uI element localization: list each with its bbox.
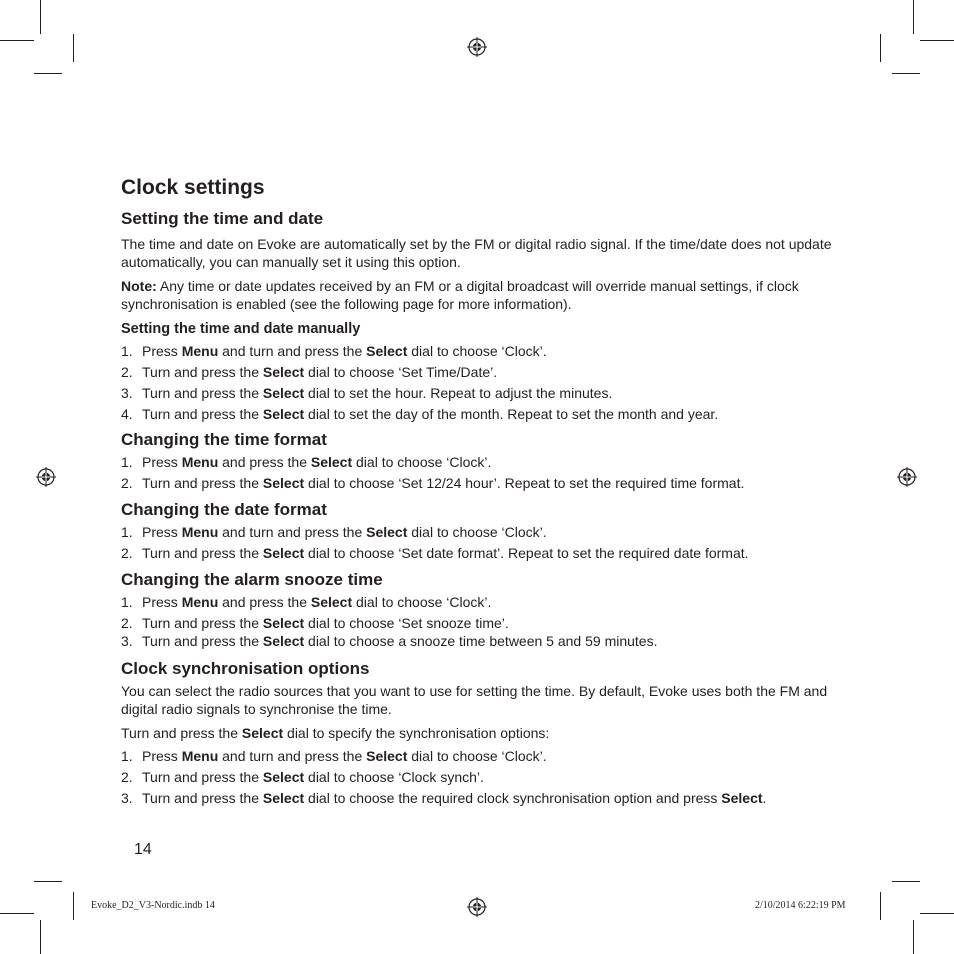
crop-mark: [73, 892, 74, 920]
crop-mark: [0, 40, 34, 41]
crop-mark: [34, 881, 62, 882]
list-item: 2. Turn and press the Select dial to choose ‘Set date format’. Repeat to set the required date format.: [121, 545, 749, 561]
list-item: 2. Turn and press the Select dial to choose ‘Set Time/Date’.: [121, 364, 498, 380]
registration-target-icon: [897, 467, 917, 487]
crop-mark: [892, 73, 920, 74]
crop-mark: [892, 881, 920, 882]
list-item: 1. Press Menu and press the Select dial to choose ‘Clock’.: [121, 454, 492, 470]
page-number: 14: [134, 841, 152, 858]
note-label: Note:: [121, 278, 157, 294]
crop-mark: [913, 0, 914, 34]
sync-intro-paragraph: You can select the radio sources that you want to use for setting the time. By default, Evoke uses both the FM and digital radio signals to synchronise the time.: [121, 683, 828, 717]
crop-mark: [913, 920, 914, 954]
registration-target-icon: [467, 37, 487, 57]
list-item: 3. Turn and press the Select dial to choose a snooze time between 5 and 59 minutes.: [121, 633, 658, 649]
list-item: 1. Press Menu and turn and press the Select dial to choose ‘Clock’.: [121, 524, 547, 540]
list-item: 1. Press Menu and turn and press the Select dial to choose ‘Clock’.: [121, 748, 547, 764]
list-item: 1. Press Menu and press the Select dial to choose ‘Clock’.: [121, 594, 492, 610]
section-heading-sync: Clock synchronisation options: [121, 659, 370, 678]
sync-instruction-paragraph: Turn and press the Select dial to specify the synchronisation options:: [121, 725, 550, 741]
slug-filename: Evoke_D2_V3-Nordic.indb 14: [91, 900, 215, 911]
list-item: 1. Press Menu and turn and press the Select dial to choose ‘Clock’.: [121, 343, 547, 359]
intro-paragraph: The time and date on Evoke are automatically set by the FM or digital radio signal. If the time/date does not update automatically, you can manually set it using this option.: [121, 236, 832, 270]
crop-mark: [880, 34, 881, 62]
note-text: Any time or date updates received by an FM or a digital broadcast will override manual settings, if clock synchronisation is enabled (see the following page for more information).: [121, 278, 799, 312]
section-heading-time-format: Changing the time format: [121, 430, 327, 449]
list-item: 2. Turn and press the Select dial to choose ‘Set snooze time’.: [121, 615, 509, 631]
list-item: 4. Turn and press the Select dial to set the day of the month. Repeat to set the month and year.: [121, 406, 719, 422]
registration-target-icon: [36, 467, 56, 487]
list-item: 2. Turn and press the Select dial to choose ‘Set 12/24 hour’. Repeat to set the required time format.: [121, 475, 745, 491]
crop-mark: [920, 913, 954, 914]
section-heading-date-format: Changing the date format: [121, 500, 327, 519]
crop-mark: [880, 892, 881, 920]
list-item: 2. Turn and press the Select dial to choose ‘Clock synch’.: [121, 769, 484, 785]
crop-mark: [0, 913, 34, 914]
registration-target-icon: [467, 897, 487, 917]
crop-mark: [920, 40, 954, 41]
subsection-heading-manual: Setting the time and date manually: [121, 321, 361, 337]
list-item: 3. Turn and press the Select dial to choose the required clock synchronisation option and press Select.: [121, 790, 767, 806]
crop-mark: [40, 920, 41, 954]
section-heading-snooze: Changing the alarm snooze time: [121, 570, 383, 589]
list-item: 3. Turn and press the Select dial to set the hour. Repeat to adjust the minutes.: [121, 385, 613, 401]
page-title: Clock settings: [121, 176, 265, 199]
crop-mark: [40, 0, 41, 34]
note-paragraph: [121, 277, 833, 313]
crop-mark: [34, 73, 62, 74]
section-heading-time-date: Setting the time and date: [121, 209, 324, 228]
slug-timestamp: 2/10/2014 6:22:19 PM: [755, 900, 846, 911]
crop-mark: [73, 34, 74, 62]
